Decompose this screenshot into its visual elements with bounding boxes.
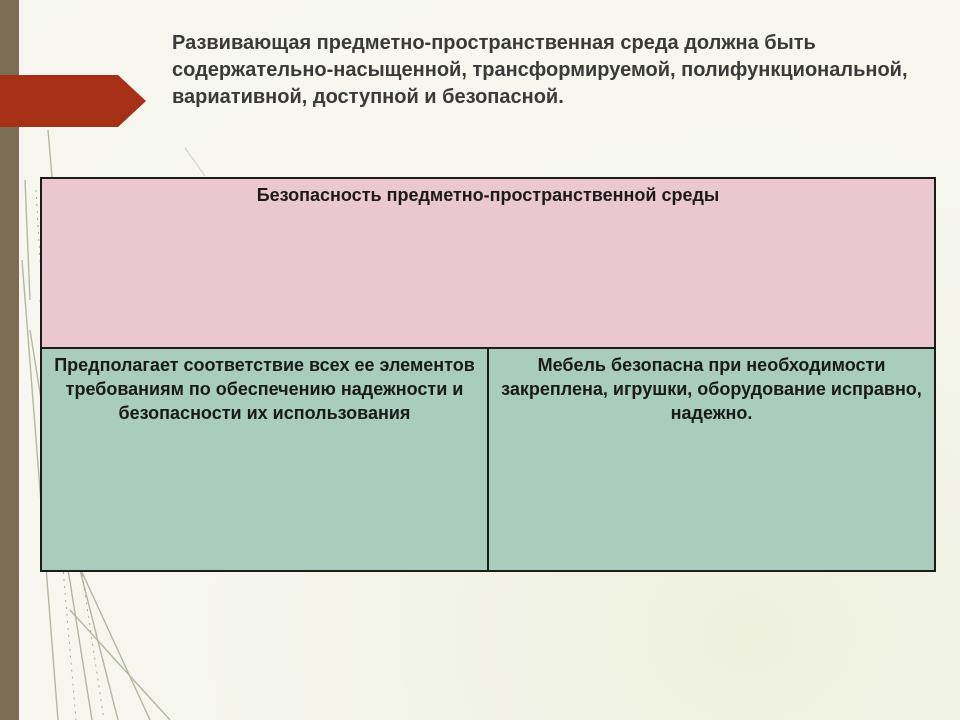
table-cell-requirement: Предполагает соответствие всех ее элементов требованиям по обеспечению надежности и безопасности их использования [41,348,488,571]
accent-arrow-shape [0,75,146,127]
table-row [41,348,935,571]
table-header-row [41,178,935,348]
safety-table [40,177,936,572]
table-header-cell: Безопасность предметно-пространственной среды [41,178,935,348]
table-cell-furniture: Мебель безопасна при необходимости закреплена, игрушки, оборудование исправно, надежно. [488,348,935,571]
slide-title: Развивающая предметно-пространственная среда должна быть содержательно-насыщенной, трансформируемой, полифункциональной, вариативной, доступной и безопасной. [172,32,908,108]
